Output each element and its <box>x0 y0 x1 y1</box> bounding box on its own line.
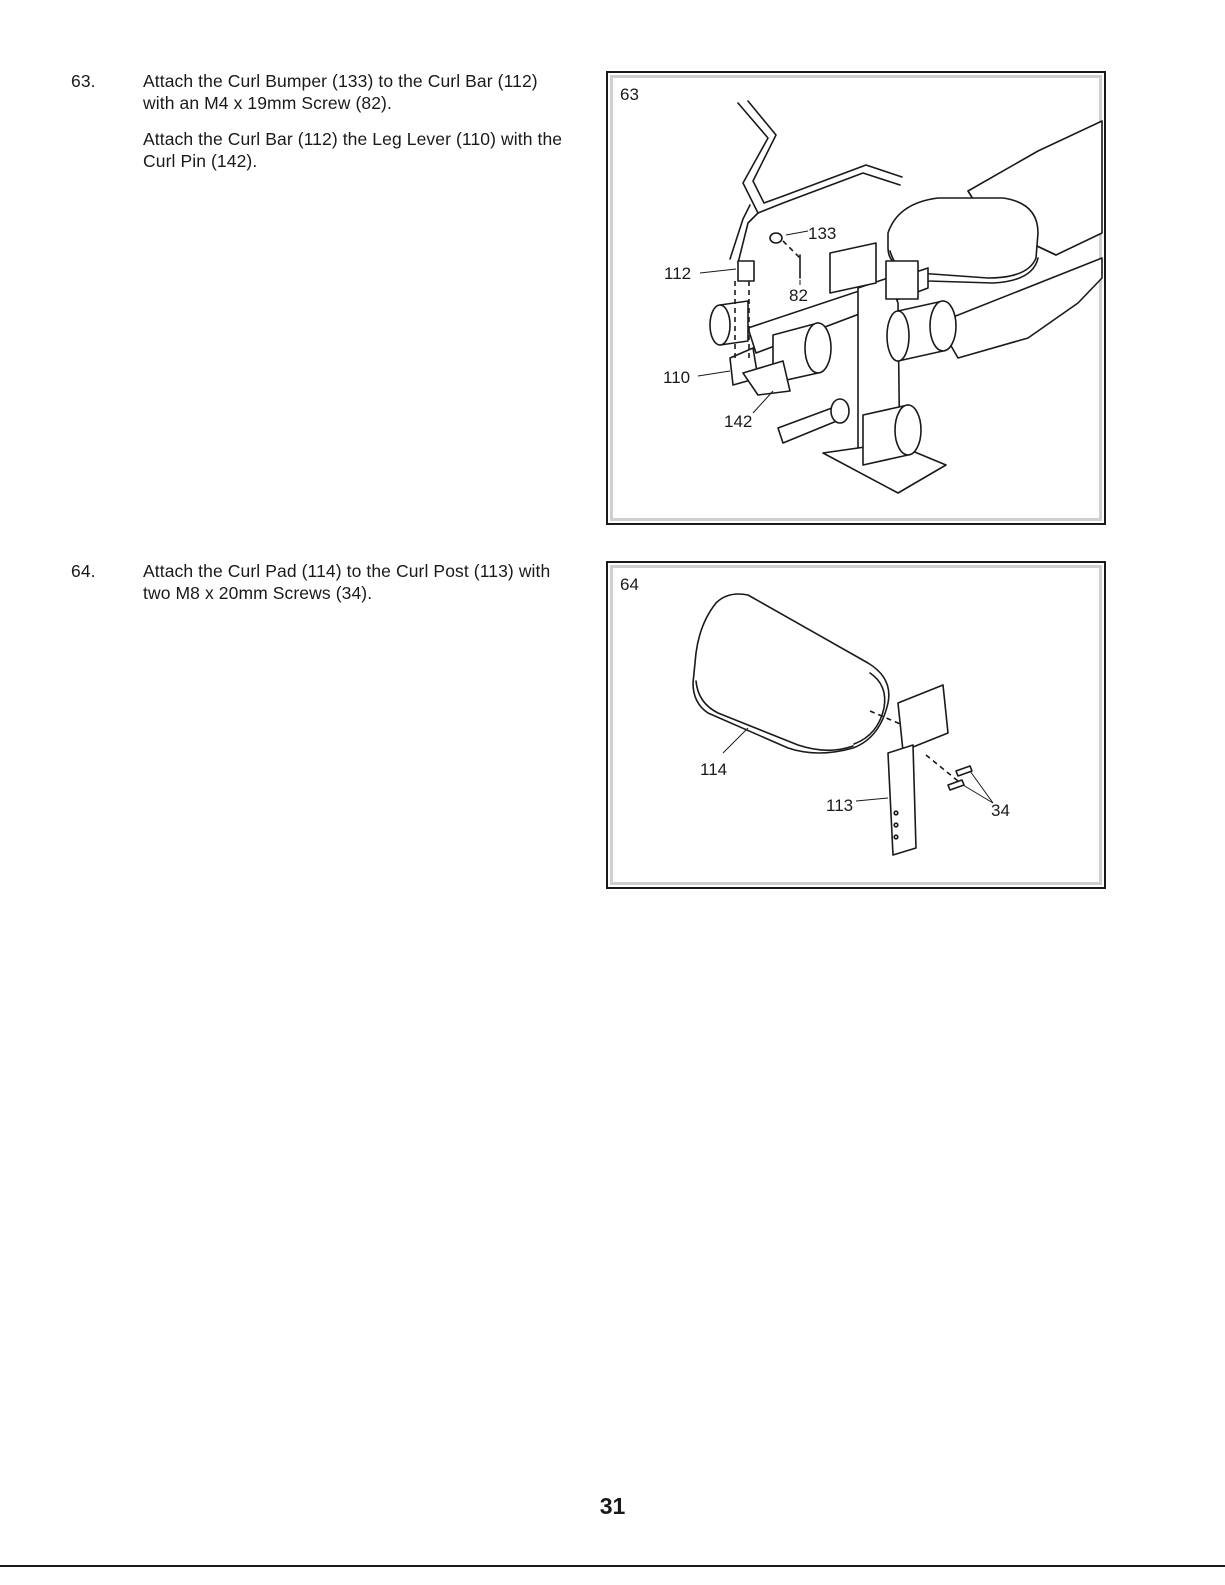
m8-screw-1 <box>956 766 972 776</box>
figure-63-label: 63 <box>620 85 639 104</box>
curl-bar-sleeve <box>738 261 754 281</box>
leader-114 <box>723 728 748 753</box>
leader-110 <box>698 371 730 376</box>
callout-133: 133 <box>808 224 837 243</box>
step-64-text-1: Attach the Curl Pad (114) to the Curl Post (113) with two M8 x 20mm Screws (34). <box>143 561 551 603</box>
bumper-alignment-line <box>783 241 800 258</box>
curl-post-bracket <box>898 685 948 751</box>
leader-113 <box>856 798 888 801</box>
figure-64-illustration <box>608 563 1104 887</box>
callout-142: 142 <box>724 412 753 431</box>
step-64-number: 64. <box>71 561 96 581</box>
figure-64 <box>606 561 1106 889</box>
page-number: 31 <box>599 1493 626 1519</box>
callout-34: 34 <box>991 801 1010 820</box>
bottom-rule <box>0 1565 1225 1567</box>
step-63-text-1: Attach the Curl Bumper (133) to the Curl Bar (112) with an M4 x 19mm Screw (82). <box>143 71 538 113</box>
callout-112: 112 <box>664 264 692 283</box>
curl-post <box>888 745 916 855</box>
callout-82: 82 <box>789 286 808 305</box>
m8-screw-2 <box>948 780 964 790</box>
curl-bumper <box>770 233 782 243</box>
step-63-number: 63. <box>71 71 96 91</box>
leader-34b <box>963 785 993 803</box>
leader-112 <box>700 269 736 273</box>
step-63-instructions <box>71 70 567 186</box>
figure-63-illustration <box>608 73 1104 523</box>
step-63-paragraph-2: Attach the Curl Bar (112) the Leg Lever (110) with the Curl Pin (142). <box>143 129 563 171</box>
figure-63 <box>606 71 1106 525</box>
curl-pad <box>693 594 889 753</box>
pivot-bracket <box>886 261 918 299</box>
callout-110: 110 <box>663 368 691 387</box>
step-64-instructions <box>71 560 567 618</box>
leader-34a <box>970 771 993 803</box>
leader-133 <box>786 231 808 235</box>
figure-64-label: 64 <box>620 575 639 594</box>
callout-114: 114 <box>700 760 728 779</box>
step-64-paragraph-1 <box>71 560 567 604</box>
step-63-paragraph-1 <box>71 70 567 114</box>
callout-113: 113 <box>826 796 854 815</box>
screw-alignment-line <box>926 755 958 781</box>
